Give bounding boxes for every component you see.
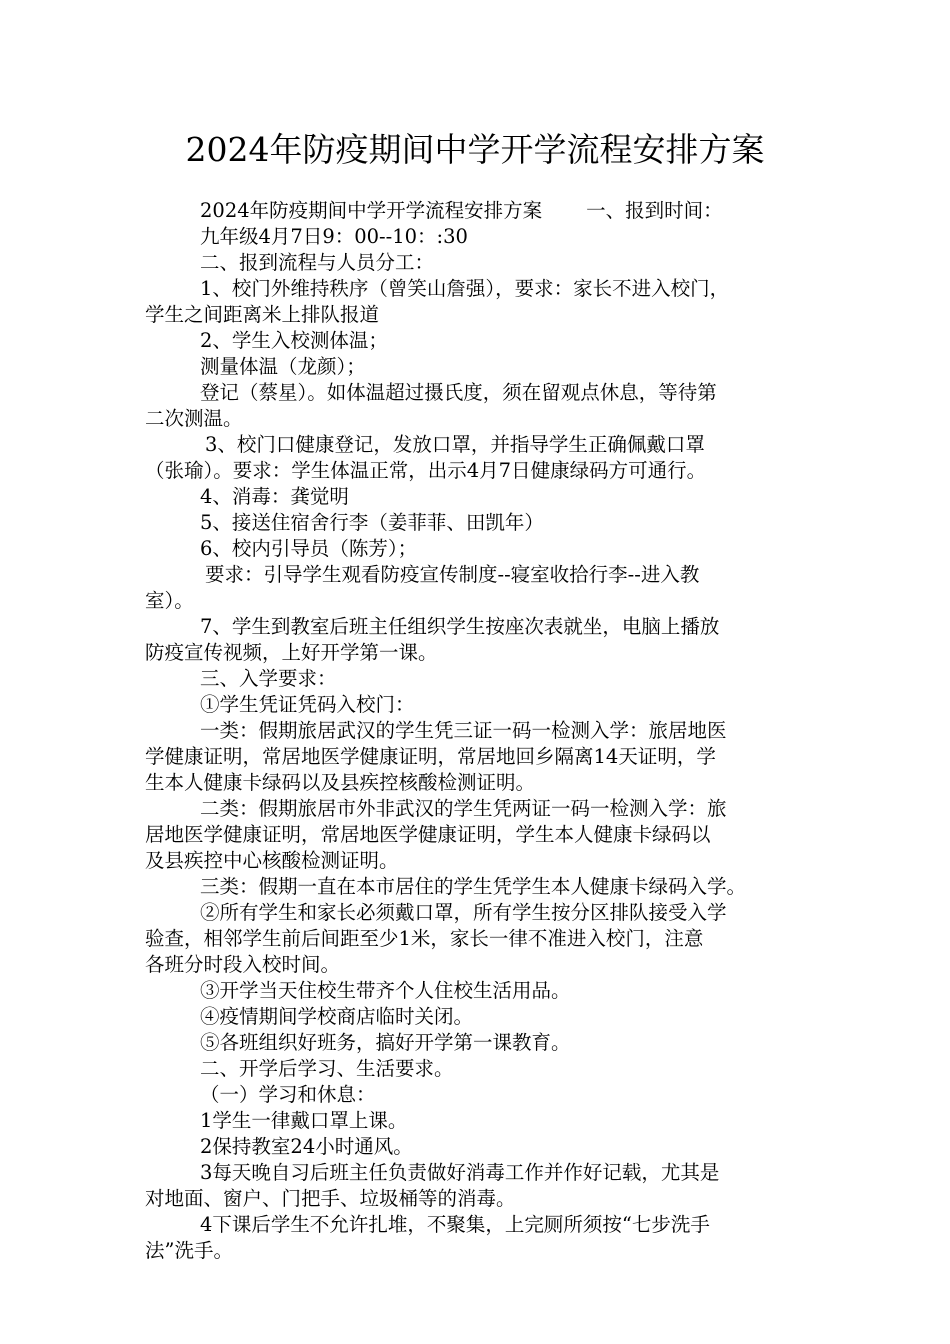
line-text: 学健康证明，常居地医学健康证明，常居地回乡隔离14天证明，学 <box>145 745 716 768</box>
paragraph-line <box>145 1160 815 1186</box>
paragraph-line <box>145 614 815 640</box>
line-text: 7、学生到教室后班主任组织学生按座次表就坐，电脑上播放 <box>200 615 720 638</box>
line-text: 一类：假期旅居武汉的学生凭三证一码一检测入学：旅居地医 <box>200 719 727 742</box>
line-text: 及县疾控中心核酸检测证明。 <box>145 849 399 872</box>
line-text: ③开学当天住校生带齐个人住校生活用品。 <box>200 979 571 1002</box>
paragraph-line <box>145 276 815 302</box>
paragraph-line <box>145 562 815 588</box>
line-text: 验查，相邻学生前后间距至少1米，家长一律不准进入校门，注意 <box>145 927 704 950</box>
line-text: 2、学生入校测体温； <box>200 329 388 352</box>
paragraph-line <box>145 536 815 562</box>
paragraph-line <box>145 640 815 666</box>
line-text: 登记（蔡星）。如体温超过摄氏度，须在留观点休息，等待第 <box>200 381 717 404</box>
line-text: 3、校门口健康登记，发放口罩，并指导学生正确佩戴口罩 <box>205 433 705 456</box>
line-text: 要求：引导学生观看防疫宣传制度--寝室收拾行李--进入教 <box>205 563 700 586</box>
paragraph-line <box>145 432 815 458</box>
line-text: ⑤各班组织好班务，搞好开学第一课教育。 <box>200 1031 571 1054</box>
paragraph-line <box>145 796 815 822</box>
paragraph-line <box>145 380 815 406</box>
paragraph-line <box>145 1134 815 1160</box>
line-text: 二、开学后学习、生活要求。 <box>200 1057 454 1080</box>
paragraph-line <box>145 822 815 848</box>
paragraph-line <box>145 1186 815 1212</box>
line-text: ②所有学生和家长必须戴口罩，所有学生按分区排队接受入学 <box>200 901 727 924</box>
paragraph-line <box>145 328 815 354</box>
paragraph-line <box>145 692 815 718</box>
line-text: 4下课后学生不允许扎堆，不聚集，上完厕所须按“七步洗手 <box>200 1213 710 1236</box>
paragraph-line <box>145 250 815 276</box>
paragraph-line <box>145 588 815 614</box>
paragraph-line <box>145 406 815 432</box>
line-text: 居地医学健康证明，常居地医学健康证明，学生本人健康卡绿码以 <box>145 823 711 846</box>
line-text: 测量体温（龙颜）； <box>200 355 366 378</box>
paragraph-line <box>145 354 815 380</box>
paragraph-line <box>145 510 815 536</box>
paragraph-line <box>145 952 815 978</box>
line-text: 二类：假期旅居市外非武汉的学生凭两证一码一检测入学：旅 <box>200 797 727 820</box>
paragraph-line <box>145 458 815 484</box>
paragraph-line <box>145 978 815 1004</box>
paragraph-line <box>145 900 815 926</box>
paragraph-line <box>145 848 815 874</box>
line-text-secondary: 一、报到时间： <box>586 199 723 222</box>
paragraph-line <box>145 744 815 770</box>
line-text: 二、报到流程与人员分工： <box>200 251 435 274</box>
line-text: 学生之间距离米上排队报道 <box>145 303 380 326</box>
paragraph-line <box>145 1212 815 1238</box>
line-text: 5、接送住宿舍行李（姜菲菲、田凯年） <box>200 511 544 534</box>
line-text: 三、入学要求： <box>200 667 337 690</box>
document-title: 2024年防疫期间中学开学流程安排方案 <box>185 130 765 169</box>
document-body <box>145 198 815 1264</box>
paragraph-line <box>145 1082 815 1108</box>
line-text: 2保持教室24小时通风。 <box>200 1135 413 1158</box>
paragraph-line <box>145 1108 815 1134</box>
paragraph-line <box>145 1056 815 1082</box>
paragraph-line <box>145 666 815 692</box>
line-text: ④疫情期间学校商店临时关闭。 <box>200 1005 474 1028</box>
line-text: 防疫宣传视频，上好开学第一课。 <box>145 641 438 664</box>
line-text: 生本人健康卡绿码以及县疾控核酸检测证明。 <box>145 771 536 794</box>
line-text: 4、消毒：龚觉明 <box>200 485 349 508</box>
line-text: 九年级4月7日9：00--10：:30 <box>200 225 468 248</box>
paragraph-line <box>145 926 815 952</box>
paragraph-line <box>145 1030 815 1056</box>
line-text: 2024年防疫期间中学开学流程安排方案 <box>200 199 543 222</box>
line-text: （一）学习和休息： <box>200 1083 376 1106</box>
line-text: 1、校门外维持秩序（曾笑山詹强），要求：家长不进入校门， <box>200 277 730 300</box>
line-text: 6、校内引导员（陈芳）； <box>200 537 418 560</box>
line-text: 二次测温。 <box>145 407 243 430</box>
line-text: 1学生一律戴口罩上课。 <box>200 1109 408 1132</box>
paragraph-line <box>145 302 815 328</box>
paragraph-line <box>145 770 815 796</box>
line-text: 室）。 <box>145 589 194 612</box>
line-text: （张瑜）。要求：学生体温正常，出示4月7日健康绿码方可通行。 <box>145 459 707 482</box>
line-text: 3每天晚自习后班主任负责做好消毒工作并作好记载，尤其是 <box>200 1161 720 1184</box>
paragraph-line <box>145 198 815 224</box>
paragraph-line <box>145 1004 815 1030</box>
paragraph-line <box>145 224 815 250</box>
line-text: 三类：假期一直在本市居住的学生凭学生本人健康卡绿码入学。 <box>200 875 747 898</box>
paragraph-line <box>145 1238 815 1264</box>
line-text: 各班分时段入校时间。 <box>145 953 341 976</box>
line-text: 对地面、窗户、门把手、垃圾桶等的消毒。 <box>145 1187 516 1210</box>
paragraph-line <box>145 718 815 744</box>
line-text: ①学生凭证凭码入校门： <box>200 693 415 716</box>
paragraph-line <box>145 484 815 510</box>
paragraph-line <box>145 874 815 900</box>
line-text: 法”洗手。 <box>145 1239 233 1262</box>
